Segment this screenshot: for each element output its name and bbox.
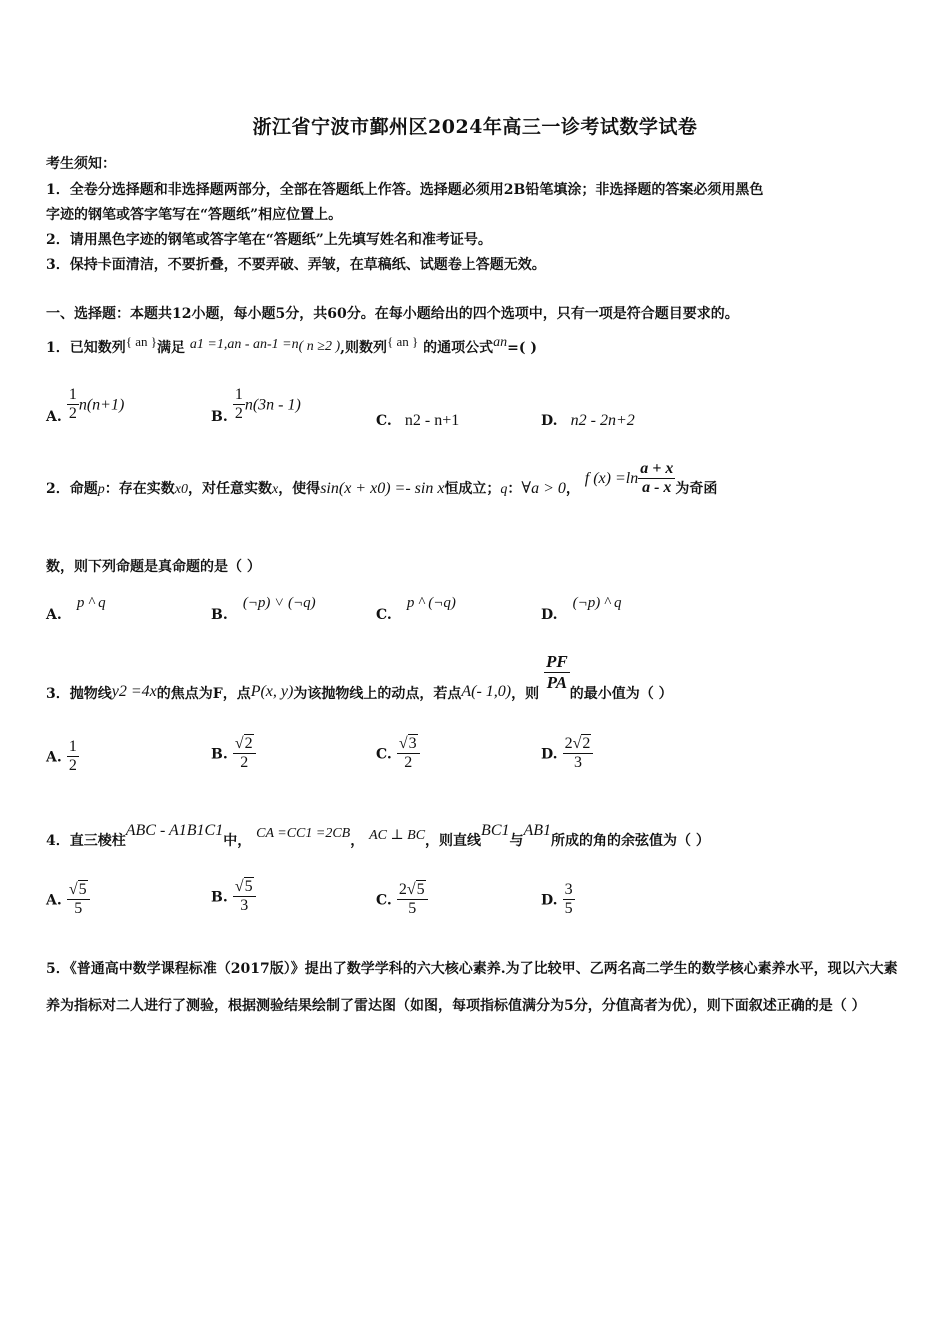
q3-option-a[interactable] (46, 738, 79, 776)
q3-text-4: 的最小值为（ ） (569, 686, 673, 703)
numerator: 1 (67, 738, 79, 757)
sqrt: √2 (572, 735, 591, 752)
sqrt: √3 (398, 735, 417, 752)
q2-text-4: 恒成立； (444, 480, 501, 497)
question-4-stem (46, 820, 710, 849)
page-title: 浙江省宁波市鄞州区2024年高三一诊考试数学试卷 (252, 116, 698, 138)
question-2-stem (46, 460, 718, 508)
q4-text-3: ，则直线 (425, 833, 482, 849)
denominator: 5 (564, 900, 573, 918)
q2-x: x (271, 481, 279, 497)
q3-text-1: 的焦点为F，点 (156, 686, 251, 703)
notice-item-2: 2．请用黑色字迹的钢笔或答字笔在“答题纸”上先填写姓名和准考证号。 (46, 232, 492, 248)
q2-option-b[interactable] (211, 592, 316, 623)
q1-option-a[interactable] (46, 386, 124, 424)
q3-equation: y2 =4x (111, 683, 157, 701)
denominator: 2 (68, 405, 77, 423)
q4-perpendicular: AC ⊥ BC (369, 828, 426, 843)
option-label: B. (211, 889, 228, 906)
option-label: A. (46, 607, 62, 623)
q4-line-1: BC1 (481, 822, 510, 839)
numerator (397, 881, 428, 900)
q1-a-fraction (67, 386, 79, 424)
question-3-stem (46, 652, 673, 703)
numerator: PF (545, 652, 568, 671)
radicand: 5 (416, 881, 425, 898)
q3-prefix: 3．抛物线 (46, 686, 112, 703)
q1-condition-1: a1 =1, (189, 337, 228, 352)
q3-text-2: 为该抛物线上的动点，若点 (293, 686, 462, 703)
q1-d-expression: n2 - 2n+2 (570, 412, 635, 429)
sqrt: √5 (68, 881, 87, 898)
option-label: C. (376, 413, 392, 429)
question-1-stem (46, 334, 537, 357)
q4-text-1: 中， (223, 833, 252, 849)
option-label: B. (211, 409, 228, 426)
q4-b-fraction (233, 878, 256, 916)
sqrt: √5 (234, 878, 253, 895)
section-heading: 一、选择题：本题共12小题，每小题5分，共60分。在每小题给出的四个选项中，只有一项是符合题目要求的。 (46, 306, 739, 322)
numerator: 3 (563, 881, 575, 900)
q1-c-expression: n2 - n+1 (404, 412, 460, 429)
q2-text-3: ，使得 (278, 480, 321, 497)
option-label: C. (376, 892, 392, 909)
numerator: 1 (67, 386, 79, 405)
q3-point-p: P(x, y) (250, 683, 294, 701)
q4-option-b[interactable] (211, 878, 256, 916)
q2-p: p (97, 481, 105, 497)
q1-an: an (493, 335, 508, 350)
q2-text-5: ： (507, 480, 522, 497)
q4-text-2: ， (350, 833, 365, 849)
q2-forall: ∀a > 0 (521, 479, 566, 497)
q2-stem-line-2: 数，则下列命题是真命题的是（ ） (46, 559, 261, 575)
denominator: 3 (574, 754, 582, 772)
option-label: B. (211, 607, 228, 623)
radicand: 2 (244, 735, 253, 752)
q2-fraction (638, 460, 675, 498)
denominator: a - x (642, 479, 672, 497)
numerator: a + x (638, 460, 675, 479)
q2-q: q (500, 481, 508, 497)
q3-text-3: ，则 (511, 686, 540, 703)
coefficient: 2 (564, 735, 573, 752)
option-label: B. (211, 746, 228, 763)
q2-text-7: 为奇函 (675, 480, 718, 497)
denominator: PA (546, 672, 568, 692)
denominator: 5 (408, 900, 417, 918)
q1-a-expression: n(n+1) (78, 396, 125, 414)
denominator: 2 (68, 757, 77, 775)
q2-option-d[interactable] (541, 592, 622, 623)
q2-option-c[interactable] (376, 592, 456, 623)
option-label: A. (46, 409, 62, 426)
q2-a-expression: p ^ q (76, 595, 106, 611)
notice-item-1-line-2: 字迹的钢笔或答字笔写在“答题纸”相应位置上。 (46, 207, 343, 223)
option-label: A. (46, 892, 62, 909)
q2-text-2: ，对任意实数 (187, 480, 272, 497)
q3-option-c[interactable] (376, 735, 420, 773)
sqrt: √5 (406, 881, 425, 898)
option-label: C. (376, 746, 392, 763)
q4-c-fraction (397, 881, 428, 919)
q3-a-fraction (67, 738, 79, 776)
notice-item-1-line-1: 1．全卷分选择题和非选择题两部分，全部在答题纸上作答。选择题必须用2B铅笔填涂；非选择题的答案必须用黑色 (46, 182, 764, 198)
denominator: 3 (240, 897, 249, 915)
q4-option-c[interactable] (376, 881, 428, 919)
numerator (233, 735, 256, 754)
q1-sequence: { an } (125, 334, 157, 349)
option-label: A. (46, 749, 62, 766)
q2-d-expression: (¬p) ^ q (572, 595, 622, 611)
sqrt: √2 (234, 735, 253, 752)
q4-prism: ABC - A1B1C1 (125, 822, 224, 839)
radicand: 5 (244, 878, 253, 895)
q3-point-a: A(- 1,0) (461, 683, 512, 701)
q2-c-expression: p ^ (¬q) (406, 595, 456, 611)
q4-a-fraction (67, 881, 90, 919)
radicand: 2 (582, 735, 591, 752)
q1-text-1: 满足 (157, 340, 185, 356)
q1-text-2: ,则数列 (340, 340, 387, 356)
option-label: D. (541, 607, 558, 623)
q4-text-5: 所成的角的余弦值为（ ） (551, 833, 710, 849)
q3-fraction (544, 652, 570, 692)
q2-function: f (x) =ln (584, 469, 639, 487)
radicand: 5 (78, 881, 87, 898)
coefficient: 2 (398, 881, 407, 898)
q4-d-fraction (563, 881, 575, 919)
q1-condition-3: ( n ≥2 ) (298, 339, 341, 354)
radicand: 3 (408, 735, 417, 752)
q4-option-a[interactable] (46, 881, 90, 919)
q2-option-a[interactable] (46, 592, 106, 623)
option-label: D. (541, 413, 558, 429)
q2-prefix: 2．命题 (46, 480, 98, 497)
q1-b-expression: n(3n - 1) (244, 396, 301, 414)
q2-text-1: ：存在实数 (104, 480, 175, 497)
denominator: 2 (234, 405, 243, 423)
q3-option-b[interactable] (211, 735, 256, 773)
q1-condition-2: an - an-1 =n (227, 337, 299, 352)
q4-text-4: 与 (509, 833, 524, 849)
q4-prefix: 4．直三棱柱 (46, 833, 126, 849)
numerator (563, 735, 594, 754)
q1-b-fraction (233, 386, 245, 424)
numerator (397, 735, 420, 754)
option-label: D. (541, 746, 558, 763)
q1-option-c[interactable] (376, 410, 459, 430)
option-label: D. (541, 892, 558, 909)
q1-prefix: 1．已知数列 (46, 340, 126, 356)
q3-b-fraction (233, 735, 256, 773)
option-label: C. (376, 607, 392, 623)
q1-text-4: =( ) (507, 340, 537, 356)
q3-d-fraction (563, 735, 594, 773)
q4-option-d[interactable] (541, 881, 575, 919)
q2-x0: x0 (174, 481, 188, 497)
q3-option-d[interactable] (541, 735, 593, 773)
q2-equation: sin(x + x0) =- sin x (320, 479, 445, 497)
question-5-stem: 5．《普通高中数学课程标准（2017版）》提出了数学学科的六大核心素养.为了比较甲、乙两名高二学生的数学核心素养水平，现以六大素养为指标对二人进行了测验，根据测验结果绘制了雷达图（如图，每项指标值满分为5分，分值高者为优），则下面叙述正确的是（ ） (46, 961, 898, 1014)
numerator (233, 878, 256, 897)
q1-option-d[interactable] (541, 410, 635, 430)
numerator (67, 881, 90, 900)
denominator: 5 (74, 900, 83, 918)
q4-line-2: AB1 (523, 822, 552, 839)
q2-text-6: ， (565, 480, 580, 497)
numerator: 1 (233, 386, 245, 405)
q1-text-3: 的通项公式 (423, 340, 494, 356)
q2-b-expression: (¬p) ˅ (¬q) (242, 595, 316, 611)
notice-item-3: 3．保持卡面清洁，不要折叠，不要弄破、弄皱，在草稿纸、试题卷上答题无效。 (46, 257, 546, 273)
q1-sequence-2: { an } (387, 334, 419, 349)
denominator: 2 (404, 754, 413, 772)
notice-heading: 考生须知： (46, 156, 116, 172)
denominator: 2 (240, 754, 249, 772)
q1-option-b[interactable] (211, 386, 301, 424)
q3-c-fraction (397, 735, 420, 773)
q4-condition: CA =CC1 =2CB (256, 826, 351, 841)
